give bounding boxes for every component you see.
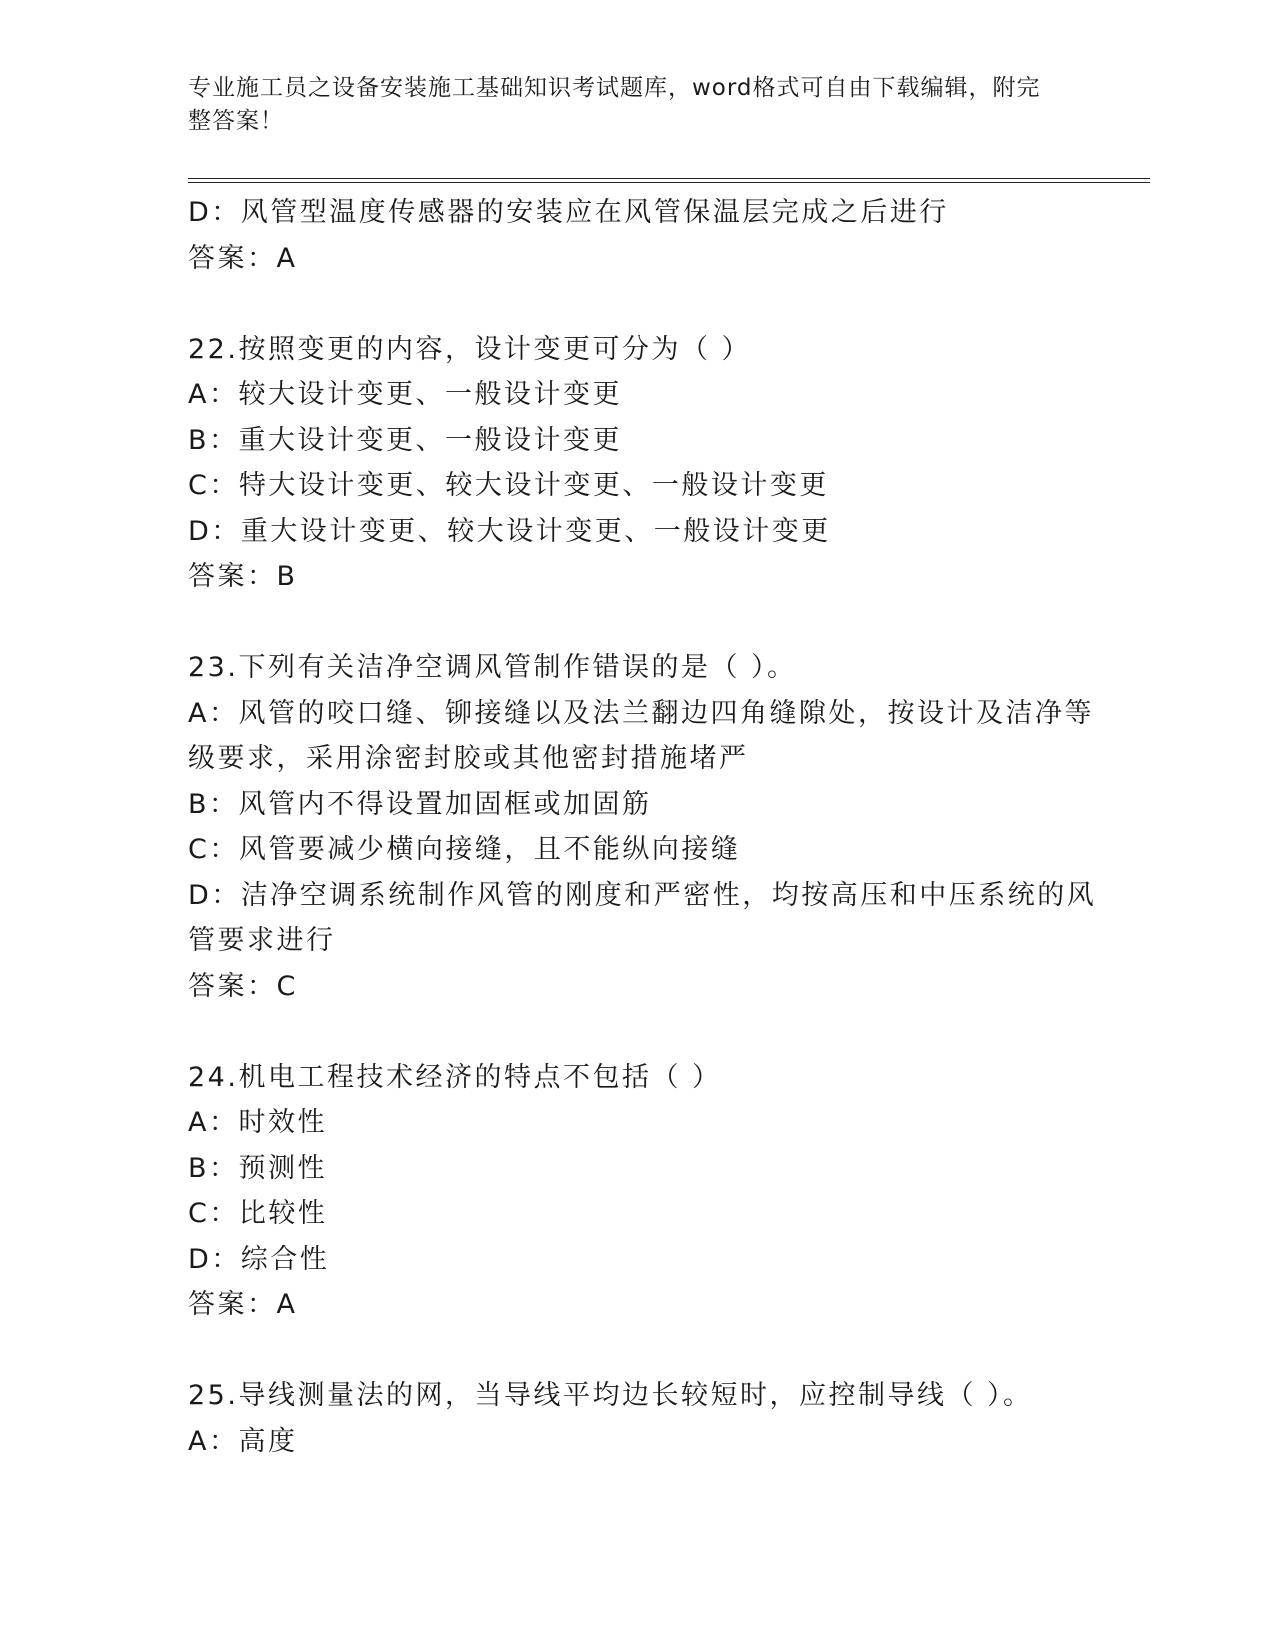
q22-option-c: C：特大设计变更、较大设计变更、一般设计变更 bbox=[188, 470, 829, 501]
q24-answer: 答案：A bbox=[188, 1289, 298, 1320]
q24-option-a: A：时效性 bbox=[188, 1107, 327, 1138]
header-line-2: 整答案！ bbox=[188, 108, 284, 134]
q25-option-a: A：高度 bbox=[188, 1425, 298, 1457]
spacer bbox=[188, 1009, 1088, 1055]
q23-option-c: C：风管要减少横向接缝，且不能纵向接缝 bbox=[188, 834, 741, 865]
q25-question: 25.导线测量法的网，当导线平均边长较短时，应控制导线（ ）。 bbox=[188, 1380, 1033, 1411]
q23-option-a-line2: 级要求，采用涂密封胶或其他密封措施堵严 bbox=[188, 743, 749, 774]
q24-option-b: B：预测性 bbox=[188, 1152, 328, 1184]
spacer bbox=[188, 600, 1088, 646]
spacer bbox=[188, 1328, 1088, 1374]
q23-question: 23.下列有关洁净空调风管制作错误的是（ ）。 bbox=[188, 652, 797, 683]
document-body bbox=[188, 190, 1097, 1464]
q24-question: 24.机电工程技术经济的特点不包括（ ） bbox=[188, 1061, 722, 1093]
q21-answer: 答案：A bbox=[188, 242, 298, 274]
q22-option-a: A：较大设计变更、一般设计变更 bbox=[188, 379, 622, 410]
q23-option-d-line1: D：洁净空调系统制作风管的刚度和严密性，均按高压和中压系统的风 bbox=[188, 879, 1097, 911]
q24-option-d: D：综合性 bbox=[188, 1243, 330, 1275]
q24-option-c: C：比较性 bbox=[188, 1198, 328, 1229]
q22-answer: 答案：B bbox=[188, 561, 298, 592]
q23-option-b: B：风管内不得设置加固框或加固筋 bbox=[188, 788, 652, 820]
header-double-rule bbox=[188, 178, 1150, 183]
q22-option-b: B：重大设计变更、一般设计变更 bbox=[188, 424, 623, 456]
page-header bbox=[188, 72, 1068, 138]
q22-question: 22.按照变更的内容，设计变更可分为（ ） bbox=[188, 333, 752, 365]
q23-option-d-line2: 管要求进行 bbox=[188, 925, 336, 956]
q22-option-d: D：重大设计变更、较大设计变更、一般设计变更 bbox=[188, 515, 831, 547]
q23-option-a-line1: A：风管的咬口缝、铆接缝以及法兰翻边四角缝隙处，按设计及洁净等 bbox=[188, 697, 1094, 729]
q21-option-d: D：风管型温度传感器的安装应在风管保温层完成之后进行 bbox=[188, 197, 949, 228]
spacer bbox=[188, 281, 1088, 327]
header-line-1: 专业施工员之设备安装施工基础知识考试题库，word格式可自由下载编辑，附完 bbox=[188, 75, 1041, 101]
q23-answer: 答案：C bbox=[188, 970, 298, 1002]
